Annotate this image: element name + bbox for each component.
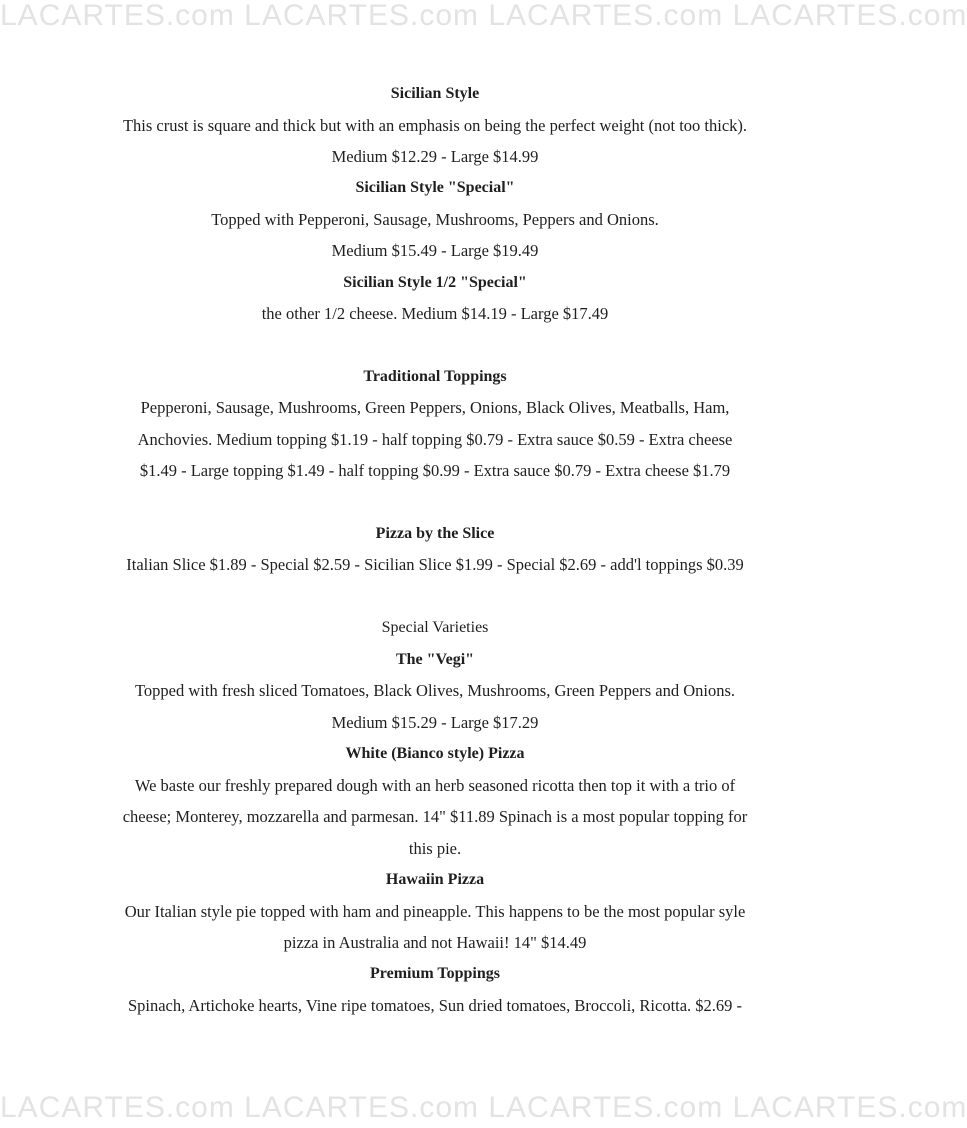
hawaiin-pizza-description-line: Our Italian style pie topped with ham and pineapple. This happens to be the most popular syle	[124, 902, 746, 921]
vegi-description: Topped with fresh sliced Tomatoes, Black Olives, Mushrooms, Green Peppers and Onions.	[135, 681, 735, 700]
section-title-sicilian: Sicilian Style	[390, 85, 480, 102]
sicilian-half-special-description: the other 1/2 cheese. Medium $14.19 - Large $17.49	[261, 304, 609, 323]
sicilian-description: This crust is square and thick but with an emphasis on being the perfect weight (not too thick).	[122, 116, 748, 135]
watermark-bottom: LACARTES.com LACARTES.com LACARTES.com LACARTES.com	[0, 1091, 967, 1124]
white-pizza-description-line: this pie.	[408, 839, 462, 858]
section-title-pizza-by-slice: Pizza by the Slice	[375, 525, 495, 542]
white-pizza-description-line: We baste our freshly prepared dough with an herb seasoned ricotta then top it with a trio of	[134, 776, 736, 795]
item-title-sicilian-half-special: Sicilian Style 1/2 "Special"	[343, 274, 527, 291]
section-title-traditional-toppings: Traditional Toppings	[363, 368, 507, 385]
item-title-vegi: The "Vegi"	[395, 651, 475, 668]
item-title-sicilian-special: Sicilian Style "Special"	[355, 179, 515, 196]
traditional-toppings-line: Pepperoni, Sausage, Mushrooms, Green Peppers, Onions, Black Olives, Meatballs, Ham,	[140, 398, 730, 417]
sicilian-special-price: Medium $15.49 - Large $19.49	[331, 241, 539, 260]
watermark-top: LACARTES.com LACARTES.com LACARTES.com LACARTES.com	[0, 0, 967, 32]
hawaiin-pizza-description-line: pizza in Australia and not Hawaii! 14" $14.49	[283, 933, 587, 952]
item-title-premium-toppings: Premium Toppings	[370, 965, 500, 982]
white-pizza-description-line: cheese; Monterey, mozzarella and parmesan. 14" $11.89 Spinach is a most popular topping for	[122, 807, 748, 826]
sicilian-special-description: Topped with Pepperoni, Sausage, Mushrooms, Peppers and Onions.	[211, 210, 659, 229]
traditional-toppings-line: Anchovies. Medium topping $1.19 - half topping $0.79 - Extra sauce $0.59 - Extra cheese	[137, 430, 733, 449]
vegi-price: Medium $15.29 - Large $17.29	[331, 713, 539, 732]
section-title-special-varieties: Special Varieties	[381, 619, 489, 636]
sicilian-price: Medium $12.29 - Large $14.99	[331, 147, 539, 166]
premium-toppings-description: Spinach, Artichoke hearts, Vine ripe tomatoes, Sun dried tomatoes, Broccoli, Ricotta. $2.69 -	[127, 996, 743, 1015]
traditional-toppings-line: $1.49 - Large topping $1.49 - half topping $0.99 - Extra sauce $0.79 - Extra cheese $1.79	[139, 461, 731, 480]
pizza-by-slice-description: Italian Slice $1.89 - Special $2.59 - Sicilian Slice $1.99 - Special $2.69 - add'l toppings $0.39	[126, 555, 744, 574]
item-title-white-pizza: White (Bianco style) Pizza	[345, 745, 525, 762]
item-title-hawaiin-pizza: Hawaiin Pizza	[385, 871, 485, 888]
